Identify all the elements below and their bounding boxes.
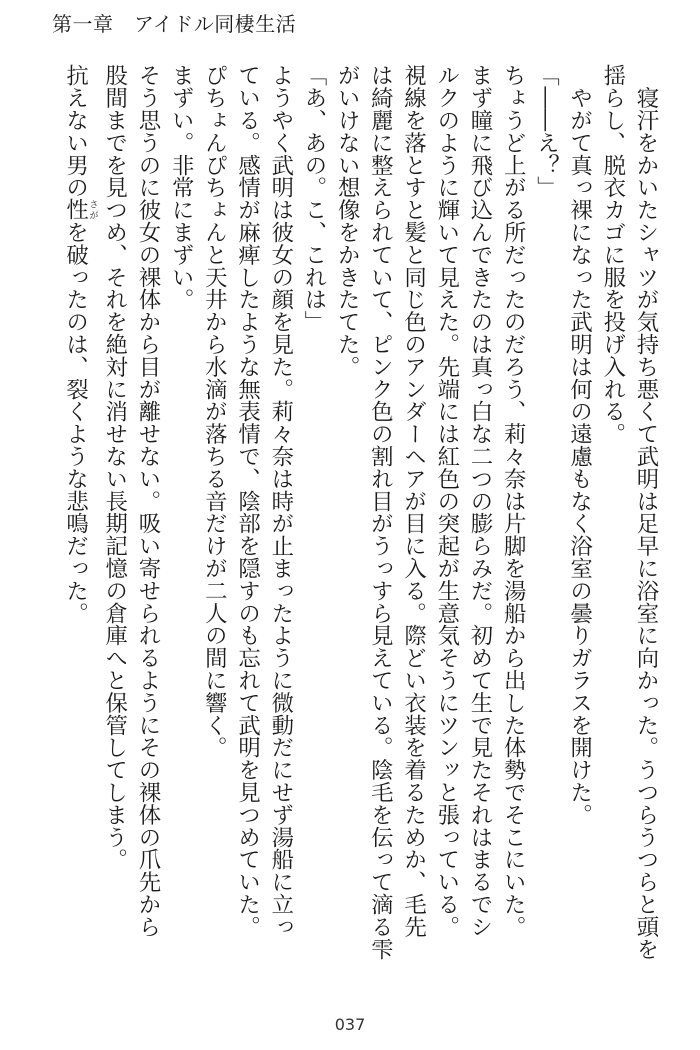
text-line: ちょうど上がる所だったのだろう、莉々奈は片脚を湯船から出した体勢でそこにいた。 [500, 64, 527, 938]
text-line: まずい。非常にまずい。 [168, 64, 195, 311]
text-line: ている。感情が麻痺したような無表情で、陰部を隠すのも忘れて武明を見つめていた。 [234, 64, 261, 938]
text-line: そう思うのに彼女の裸体から目が離せない。吸い寄せられるようにその裸体の爪先から [134, 64, 161, 938]
ruby-base: 性 [62, 198, 89, 221]
text-line-with-ruby [58, 64, 97, 984]
text-segment: 抗えない男の [62, 64, 89, 199]
text-line: 「あ、あの。こ、これは」 [300, 64, 327, 333]
ruby-annotation [62, 198, 98, 221]
text-line: ようやく武明は彼女の顔を見た。莉々奈は時が止まったように微動だにせず湯船に立っ [267, 64, 294, 938]
text-line: 揺らし、脱衣カゴに服を投げ入れる。 [599, 64, 626, 445]
text-line: 寝汗をかいたシャツが気持ち悪くて武明は足早に浴室に向かった。うつらうつらと頭を [633, 64, 659, 960]
ruby-reading: さが [87, 198, 98, 221]
text-line: ルクのように輝いて見えた。先端には紅色の突起が生意気そうにツンッと張っている。 [433, 64, 460, 938]
text-line: 視線を落とすと髪と同じ色のアンダーヘアが目に入る。際どい衣装を着るためか、毛先 [400, 64, 427, 938]
text-line: ぴちょんぴちょんと天井から水滴が落ちる音だけが二人の間に響く。 [201, 64, 228, 759]
body-text-area [32, 64, 662, 984]
text-line: 「――え？」 [533, 64, 560, 199]
text-line: まず瞳に飛び込んできたのは真っ白な二つの膨らみだ。初めて生で見たそれはまるでシ [466, 64, 493, 938]
text-line: は綺麗に整えられていて、ピンク色の割れ目がうっすら見えている。陰毛を伝って滴る雫 [367, 64, 394, 960]
text-line: やがて真っ裸になった武明は何の遠慮もなく浴室の曇りガラスを開けた。 [566, 64, 593, 826]
text-line: がいけない想像をかきたてた。 [334, 64, 361, 378]
text-segment: を破ったのは、裂くような悲鳴だった。 [62, 220, 89, 625]
text-line: 股間までを見つめ、それを絶対に消せない長期記憶の倉庫へと保管してしまう。 [101, 64, 128, 871]
vertical-body-text [32, 64, 662, 984]
running-header: 第一章 アイドル同棲生活 [52, 12, 297, 36]
page-number: 037 [334, 1015, 366, 1034]
